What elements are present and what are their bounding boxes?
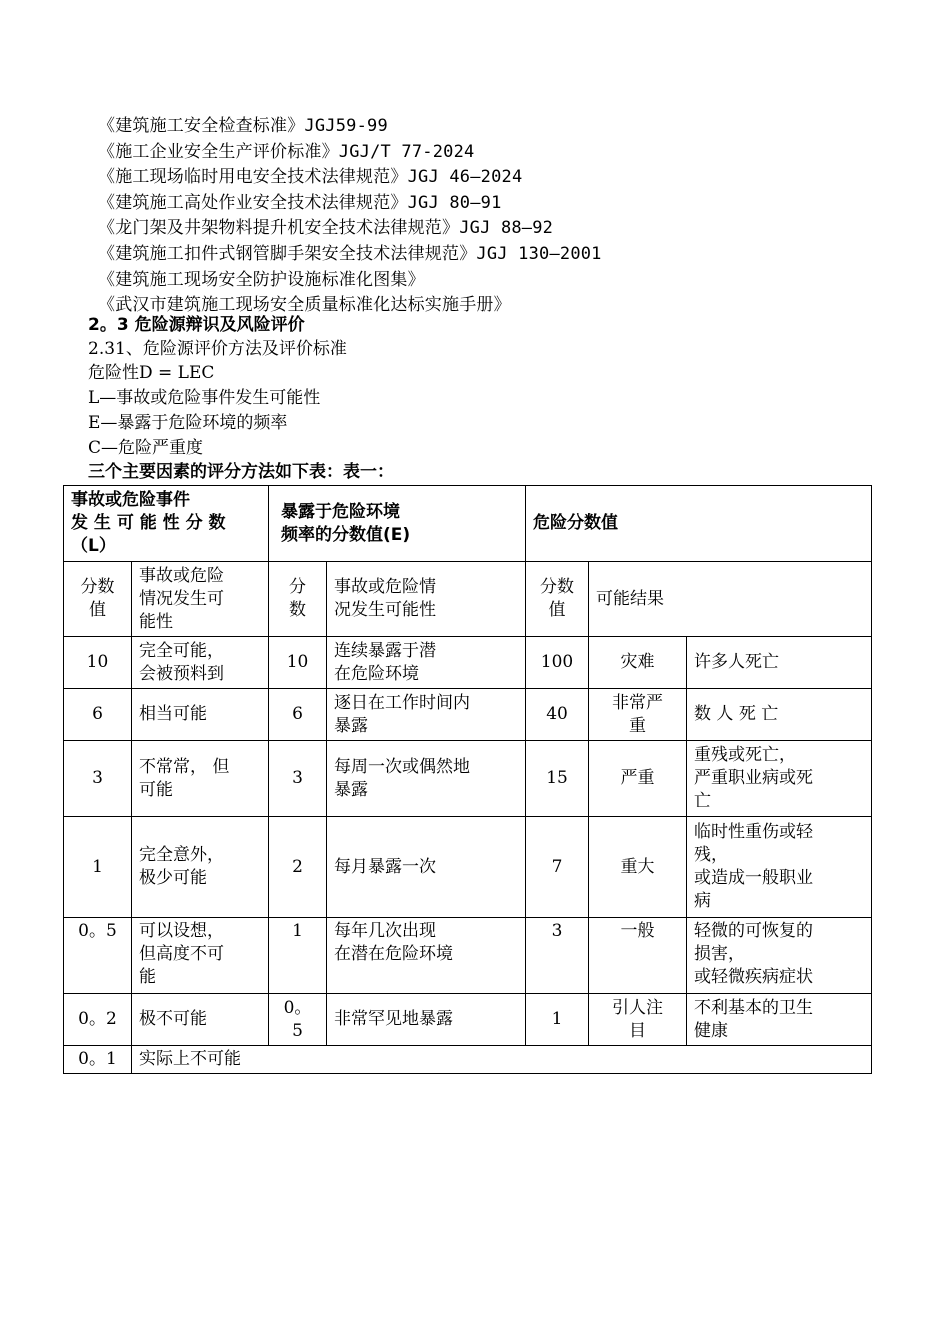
section-heading: 2。3 危险源辩识及风险评价 [88, 315, 305, 335]
e-score-cell: 3 [269, 741, 327, 817]
c-level-cell: 严重 [589, 741, 687, 817]
l-score-cell: 0。1 [64, 1046, 132, 1074]
header-consequence: 危险分数值 [526, 486, 872, 562]
c-score-cell: 3 [526, 918, 589, 994]
l-desc-cell: 实际上不可能 [132, 1046, 872, 1074]
e-desc-cell: 非常罕见地暴露 [327, 994, 526, 1046]
header-exposure: 暴露于危险环境 频率的分数值(E) [269, 486, 526, 562]
c-desc-cell: 数 人 死 亡 [687, 689, 872, 741]
e-desc-cell: 每周一次或偶然地 暴露 [327, 741, 526, 817]
definition-l: L—事故或危险事件发生可能性 [88, 388, 321, 408]
definition-c: C—危险严重度 [88, 438, 204, 458]
reference-item: 《建筑施工扣件式钢管脚手架安全技术法律规范》JGJ 130—2001 [98, 243, 602, 264]
l-desc-cell: 完全可能， 会被预料到 [132, 637, 269, 689]
sub-header-c-score: 分数 值 [526, 562, 589, 637]
c-level-cell: 非常严 重 [589, 689, 687, 741]
reference-item: 《施工企业安全生产评价标准》JGJ/T 77-2024 [98, 141, 475, 162]
table-row [64, 918, 872, 994]
header-likelihood: 事故或危险事件 发 生 可 能 性 分 数 （L） [64, 486, 269, 562]
l-desc-cell: 极不可能 [132, 994, 269, 1046]
c-desc-cell: 轻微的可恢复的 损害， 或轻微疾病症状 [687, 918, 872, 994]
table-row [64, 817, 872, 918]
table-row [64, 994, 872, 1046]
l-score-cell: 3 [64, 741, 132, 817]
e-score-cell: 6 [269, 689, 327, 741]
l-desc-cell: 不常常， 但 可能 [132, 741, 269, 817]
reference-item: 《建筑施工安全检查标准》JGJ59-99 [98, 116, 388, 136]
risk-score-table [63, 485, 872, 1074]
sub-header-l-desc: 事故或危险 情况发生可 能性 [132, 562, 269, 637]
sub-header-c-desc: 可能结果 [589, 562, 872, 637]
l-desc-cell: 完全意外， 极少可能 [132, 817, 269, 918]
c-desc-cell: 重残或死亡， 严重职业病或死 亡 [687, 741, 872, 817]
table-row [64, 637, 872, 689]
c-level-cell: 一般 [589, 918, 687, 994]
reference-item: 《武汉市建筑施工现场安全质量标准化达标实施手册》 [98, 295, 511, 316]
c-score-cell: 100 [526, 637, 589, 689]
formula-line: 危险性D = LEC [88, 363, 215, 383]
reference-item: 《施工现场临时用电安全技术法律规范》JGJ 46—2024 [98, 167, 523, 188]
reference-list [98, 114, 878, 319]
section-subtitle: 2.31、危险源评价方法及评价标准 [88, 339, 347, 359]
sub-header-e-score: 分 数 [269, 562, 327, 637]
c-level-cell: 重大 [589, 817, 687, 918]
definition-e: E—暴露于危险环境的频率 [88, 413, 288, 433]
c-desc-cell: 临时性重伤或轻 残， 或造成一般职业 病 [687, 817, 872, 918]
c-level-cell: 引人注 目 [589, 994, 687, 1046]
l-desc-cell: 相当可能 [132, 689, 269, 741]
reference-item: 《龙门架及井架物料提升机安全技术法律规范》JGJ 88—92 [98, 218, 554, 239]
c-desc-cell: 许多人死亡 [687, 637, 872, 689]
c-score-cell: 7 [526, 817, 589, 918]
table-row [64, 689, 872, 741]
c-score-cell: 15 [526, 741, 589, 817]
reference-item: 《建筑施工现场安全防护设施标准化图集》 [98, 269, 425, 290]
reference-item: 《建筑施工高处作业安全技术法律规范》JGJ 80—91 [98, 192, 502, 213]
c-desc-cell: 不利基本的卫生 健康 [687, 994, 872, 1046]
l-score-cell: 1 [64, 817, 132, 918]
c-level-cell: 灾难 [589, 637, 687, 689]
l-score-cell: 0。5 [64, 918, 132, 994]
sub-header-e-desc: 事故或危险情 况发生可能性 [327, 562, 526, 637]
l-score-cell: 10 [64, 637, 132, 689]
table-row [64, 741, 872, 817]
e-desc-cell: 连续暴露于潜 在危险环境 [327, 637, 526, 689]
l-score-cell: 0。2 [64, 994, 132, 1046]
e-score-cell: 10 [269, 637, 327, 689]
table-group-header-row [64, 486, 872, 562]
l-desc-cell: 可以设想， 但高度不可 能 [132, 918, 269, 994]
table-row [64, 1046, 872, 1074]
e-score-cell: 0。 5 [269, 994, 327, 1046]
table-sub-header-row [64, 562, 872, 637]
e-score-cell: 2 [269, 817, 327, 918]
table-caption: 三个主要因素的评分方法如下表：表一： [88, 462, 394, 482]
e-desc-cell: 逐日在工作时间内 暴露 [327, 689, 526, 741]
e-desc-cell: 每月暴露一次 [327, 817, 526, 918]
c-score-cell: 40 [526, 689, 589, 741]
c-score-cell: 1 [526, 994, 589, 1046]
e-score-cell: 1 [269, 918, 327, 994]
e-desc-cell: 每年几次出现 在潜在危险环境 [327, 918, 526, 994]
sub-header-l-score: 分数 值 [64, 562, 132, 637]
l-score-cell: 6 [64, 689, 132, 741]
